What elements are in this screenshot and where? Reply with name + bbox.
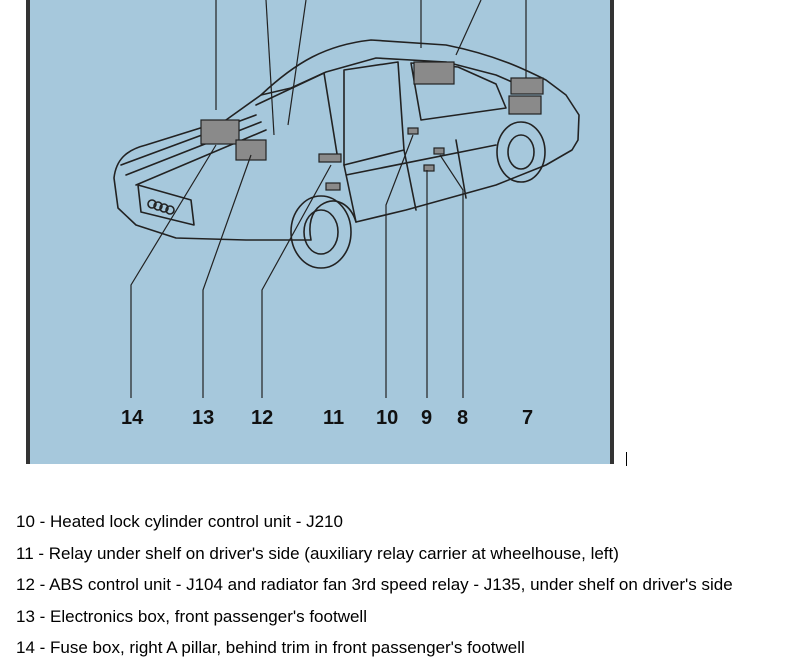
component-box-7a: [511, 78, 543, 94]
component-box-9: [424, 165, 434, 171]
rear-wheel: [497, 122, 545, 182]
legend-item-10: 10 - Heated lock cylinder control unit - J210: [16, 512, 343, 531]
component-location-diagram: [26, 0, 614, 464]
legend-item-12: 12 - ABS control unit - J104 and radiator fan 3rd speed relay - J135, under shelf on driver's side: [16, 575, 733, 594]
legend-item-13: 13 - Electronics box, front passenger's footwell: [16, 606, 367, 626]
callout-9: 9: [421, 407, 433, 429]
component-box-7b: [509, 96, 541, 114]
component-legend: [16, 506, 733, 664]
callout-labels: [121, 407, 533, 429]
callout-14: 14: [121, 407, 144, 429]
component-box-8: [434, 148, 444, 154]
component-box-small: [326, 183, 340, 190]
door-lines: [344, 140, 496, 222]
component-box-12: [236, 140, 266, 160]
front-wheel: [291, 196, 351, 268]
component-box-13: [201, 120, 239, 144]
component-box-11: [319, 154, 341, 162]
legend-item-11: 11 - Relay under shelf on driver's side (auxiliary relay carrier at wheelhouse, left): [16, 543, 619, 563]
callout-8: 8: [457, 407, 469, 429]
component-box-10: [408, 128, 418, 134]
callout-12: 12: [251, 407, 274, 429]
callout-13: 13: [192, 407, 215, 429]
windshield: [256, 73, 338, 160]
component-box-upper: [414, 62, 454, 84]
callout-10: 10: [376, 407, 399, 429]
callout-11: 11: [323, 407, 345, 429]
audi-rings-logo: [148, 200, 174, 214]
legend-item-14: 14 - Fuse box, right A pillar, behind trim in front passenger's footwell: [16, 638, 525, 657]
front-window: [344, 62, 404, 165]
car-illustration: [26, 0, 614, 464]
text-cursor: [626, 452, 627, 466]
callout-7: 7: [522, 407, 534, 429]
